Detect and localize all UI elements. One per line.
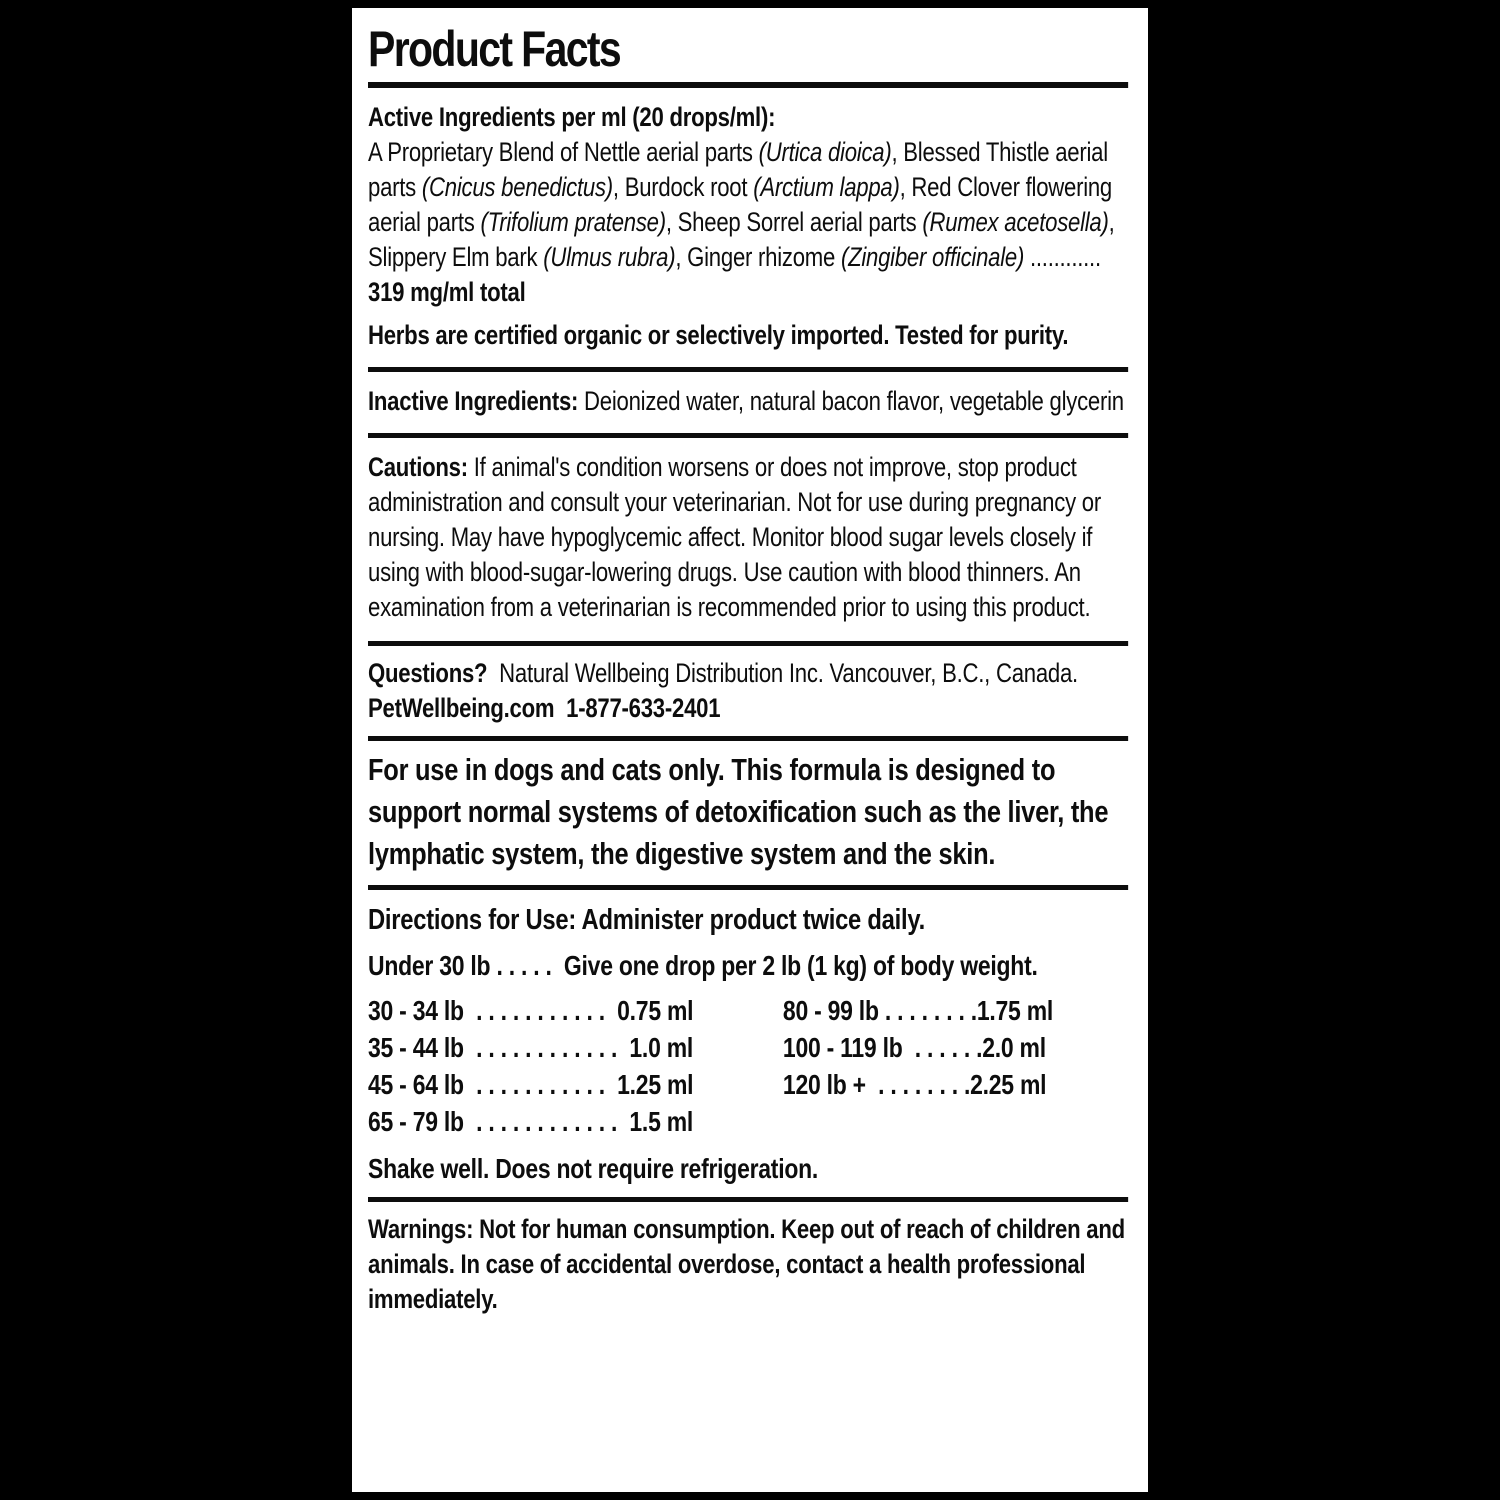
inactive-ingredients-paragraph [368,384,1128,419]
under-30lb-dosage-line: Under 30 lb . . . . . Give one drop per 2 lb (1 kg) of body weight. [368,950,1038,981]
divider [368,1197,1128,1202]
divider [368,641,1128,646]
active-ingredients-heading: Active Ingredients per ml (20 drops/ml): [368,102,776,132]
dot-leader: . . . . . . [902,1032,983,1063]
warnings-heading: Warnings: [368,1214,474,1244]
ingredient-latin-name: (Urtica dioica) [758,137,892,167]
ingredient-latin-name: (Rumex acetosella) [922,207,1109,237]
questions-paragraph [368,656,1128,691]
dot-leader: . . . . . . . . [878,995,977,1026]
ingredient-text: , Red Clover flowering aerial parts [368,172,1113,237]
ingredient-latin-name: (Trifolium pratense) [480,207,666,237]
dose-value: 1.25 ml [611,1069,694,1100]
divider [368,885,1128,890]
cautions-text: If animal's condition worsens or does not improve, stop product administration and consult your veterinarian. Not for use during pregnancy or nursing. May have hypoglycemic affect. Monitor blood sugar levels closely if using with blood-sugar-lowering drugs. Use caution with blood thinners. An examination from a veterinarian is recommended prior to using this product. [368,452,1102,622]
questions-section [368,656,1128,726]
dosage-row [368,1103,753,1140]
weight-range: 100 - 119 lb [782,1032,903,1063]
dosage-row [368,1066,753,1103]
weight-range: 45 - 64 lb [368,1069,464,1100]
weight-range: 65 - 79 lb [368,1106,464,1137]
inactive-ingredients-section [368,384,1128,419]
ingredient-text: , Burdock root [612,172,754,202]
page-title: Product Facts [368,21,621,77]
cautions-section [368,450,1128,625]
panel-content [368,21,1128,1317]
weight-range: 80 - 99 lb [782,995,879,1026]
ingredient-latin-name: (Zingiber officinale) [840,242,1025,272]
weight-range: 120 lb + [782,1069,866,1100]
shake-well-note: Shake well. Does not require refrigeration. [368,1153,819,1184]
ingredient-text: , Slippery Elm bark [368,207,1115,272]
active-ingredients-section [368,100,1128,353]
dot-leader: . . . . . . . . . . . [463,995,612,1026]
warnings-text: Not for human consumption. Keep out of reach of children and animals. In case of accidental overdose, contact a health professional immediately. [368,1214,1125,1314]
ingredient-latin-name: (Cnicus benedictus) [421,172,613,202]
warnings-paragraph [368,1212,1128,1317]
divider [368,82,1128,88]
cautions-heading: Cautions: [368,452,468,482]
ingredient-latin-name: (Arctium lappa) [753,172,900,202]
dot-leader: . . . . . . . . . . . . [463,1032,624,1063]
dot-leader: ............ [1024,242,1101,272]
ingredient-text: , Blessed Thistle aerial parts [368,137,1108,202]
product-facts-panel [352,8,1148,1492]
usage-statement-section [368,749,1128,875]
dosage-row [783,992,1128,1029]
dot-leader: . . . . . . . . . . . [463,1069,612,1100]
dose-value: 1.75 ml [976,995,1054,1026]
divider [368,367,1128,372]
ingredient-text: , Ginger rhizome [675,242,841,272]
ingredient-text: , Sheep Sorrel aerial parts [665,207,923,237]
dosage-column-left [368,992,753,1140]
distributor-text: Natural Wellbeing Distribution Inc. Vancouver, B.C., Canada. [487,658,1078,688]
questions-heading: Questions? [368,658,488,688]
warnings-section [368,1212,1128,1317]
ingredient-latin-name: (Ulmus rubra) [543,242,676,272]
directions-section [368,902,1128,1187]
dose-value: 1.0 ml [623,1032,694,1063]
weight-range: 30 - 34 lb [368,995,464,1026]
total-amount: 319 mg/ml total [368,277,526,307]
herbs-certification-note: Herbs are certified organic or selectively imported. Tested for purity. [368,320,1069,350]
dosage-row [368,992,753,1029]
dosage-row [368,1029,753,1066]
usage-statement: For use in dogs and cats only. This formula is designed to support normal systems of detoxification such as the liver, the lymphatic system, the digestive system and the skin. [368,752,1109,871]
inactive-ingredients-text: Deionized water, natural bacon flavor, vegetable glycerin [578,386,1124,416]
directions-heading: Directions for Use: Administer product twice daily. [368,904,925,936]
contact-line: PetWellbeing.com 1-877-633-2401 [368,693,721,723]
ingredient-text: A Proprietary Blend of Nettle aerial parts [368,137,759,167]
inactive-ingredients-heading: Inactive Ingredients: [368,386,579,416]
dosage-column-right [783,992,1128,1140]
dose-value: 2.25 ml [970,1069,1047,1100]
dose-value: 2.0 ml [982,1032,1046,1063]
dosage-row [783,1066,1128,1103]
dot-leader: . . . . . . . . [865,1069,971,1100]
dosage-row [783,1029,1128,1066]
dot-leader: . . . . . . . . . . . . [463,1106,624,1137]
cautions-paragraph [368,450,1128,625]
divider [368,736,1128,741]
weight-range: 35 - 44 lb [368,1032,464,1063]
dose-value: 0.75 ml [611,995,694,1026]
active-ingredients-paragraph [368,135,1128,310]
dose-value: 1.5 ml [623,1106,694,1137]
divider [368,433,1128,438]
dosage-table [368,992,1128,1140]
